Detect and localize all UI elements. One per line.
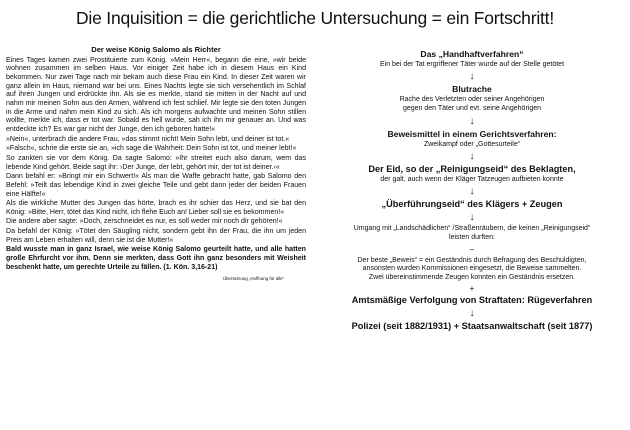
translation-credit: Übersetzung „Hoffnung für alle“	[222, 276, 284, 282]
step-reinigungseid: Der Eid, so der „Reinigungseid“ des Beklagten,	[368, 163, 576, 174]
step-gestaendnis-1: Der beste „Beweis“ = ein Geständnis durch Befragung des Beschuldigten,	[357, 256, 587, 264]
salomo-paragraph: So zankten sie vor dem König. Da sagte Salomo: »Ihr streitet euch also darum, wem das lebende Kind gehört. Beide sagt ihr: ›Der Junge, der lebt, gehört mir, der tot ist deiner.‹«	[6, 154, 306, 171]
salomo-paragraph: Da befahl der König: »Tötet den Säugling nicht, sondern gebt ihn der Frau, die ihn um jeden Preis am Leben erhalten will, denn sie ist die Mutter!«	[6, 228, 306, 244]
down-arrow-icon: ↓	[469, 308, 475, 319]
salomo-paragraph: Dann befahl er: »Bringt mir ein Schwert!« Als man die Waffe gebracht hatte, gab Salomo den Befehl: »Teilt das lebendige Kind in zwei gleiche Teile und gebt dann jeder der beiden Frauen eine Hälfte!«	[6, 173, 306, 198]
step-ueberfuehrungseid: „Überführungseid“ des Klägers + Zeugen	[381, 199, 563, 210]
salomo-paragraph: Bald wusste man in ganz Israel, wie weise König Salomo geurteilt hatte, und alle hatten große Ehrfurcht vor ihm. Denn sie merkten, dass Gott ihn ganz besonders mit Weisheit beschenkt hatte, um gerechte Urteile zu fällen. (1. Kön. 3,16-21)	[6, 246, 306, 271]
step-blutrache-desc-2: gegen den Täter und evt. seine Angehörigen	[402, 105, 542, 113]
down-arrow-icon: ↓	[469, 212, 475, 224]
step-landschaedliche-1: Umgang mit „Landschädlichen“ /Straßenräubern, die keinen „Reinigungseid“	[353, 225, 591, 233]
salomo-paragraph: Eines Tages kamen zwei Prostituierte zum König. »Mein Herr«, begann die eine, »wir beide wohnen zusammen im selben Haus. Vor einiger Zeit habe ich in diesem Haus ein Kind bekommen. Nur zwei Tage nach mir bekam auch diese Frau ein Kind. In dieser Zeit waren wir ganz allein im Haus, niemand war bei uns. Eines Nachts legte sie sich versehentlich im Schlaf auf ihren Jungen und erdrückte ihn. Als sie es merkte, stand sie mitten in der Nacht auf und nahm mir meinen Sohn aus den Armen, während ich fest schlief. Mir legte sie den toten Jungen in die Arme und nahm mein Kind zu sich. Als ich morgens aufwachte und meinen Sohn stillen wollte, merkte ich, dass er tot war. Sobald es hell wurde, sah ich ihn mir genauer an. Und was entdeckte ich? Es war gar nicht der Junge, den ich geboren hatte!«	[6, 56, 306, 133]
page-title: Die Inquisition = die gerichtliche Untersuchung = ein Fortschritt!	[75, 8, 555, 28]
down-arrow-icon: ↓	[469, 71, 475, 83]
step-reinigungseid-desc: der galt, auch wenn der Kläger Tatzeugen aufbieten konnte	[380, 175, 564, 183]
step-handhaftverfahren-desc: Ein bei der Tat ergriffener Täter wurde auf der Stelle getötet	[379, 61, 565, 68]
salomo-paragraph: »Nein«, unterbrach die andere Frau, »das stimmt nicht! Mein Sohn lebt, und deiner ist tot.«	[6, 135, 290, 143]
dash-separator: –	[469, 244, 475, 254]
history-flow-column	[318, 48, 626, 332]
salomo-paragraph: »Falsch«, schrie die erste sie an, »ich sage die Wahrheit: Dein Sohn ist tot, und meiner lebt!«	[6, 145, 297, 153]
step-blutrache-desc-1: Rache des Verletzten oder seiner Angehörigen	[399, 96, 545, 104]
plus-separator: +	[469, 284, 475, 293]
salomo-heading: Der weise König Salomo als Richter	[91, 45, 221, 54]
salomo-paragraph: Als die wirkliche Mutter des Jungen das hörte, brach es ihr schier das Herz, und sie bat den König: »Bitte, Herr, tötet das Kind nicht, ich flehe Euch an! Lieber soll sie es bekommen!«	[6, 200, 306, 216]
step-beweismittel-desc: Zweikampf oder „Gottesurteile“	[423, 140, 521, 148]
step-polizei-staatsanwaltschaft: Polizei (seit 1882/1931) + Staatsanwaltschaft (seit 1877)	[351, 321, 593, 331]
salomo-paragraphs	[6, 57, 306, 273]
down-arrow-icon: ↓	[469, 186, 475, 198]
step-landschaedliche-2: leisten durften:	[449, 233, 495, 241]
step-beweismittel: Beweismittel in einem Gerichtsverfahren:	[387, 128, 557, 139]
step-ruegeverfahren: Amtsmäßige Verfolgung von Straftaten: Rügeverfahren	[351, 295, 593, 305]
down-arrow-icon: ↓	[469, 115, 475, 127]
step-blutrache: Blutrache	[452, 84, 492, 95]
step-gestaendnis-3: Zwei übereinstimmende Zeugen konnten ein Geständnis ersetzen.	[368, 274, 576, 282]
step-handhaftverfahren: Das „Handhaftverfahren“	[420, 49, 524, 59]
step-gestaendnis-2: ansonsten wurden Kommissionen eingesetzt, die Beweise sammelten.	[362, 265, 582, 273]
down-arrow-icon: ↓	[469, 150, 475, 162]
salomo-paragraph: Die andere aber sagte: »Doch, zerschneidet es nur, es soll weder mir noch dir gehören!«	[6, 218, 283, 226]
salomo-text-column	[6, 46, 306, 284]
